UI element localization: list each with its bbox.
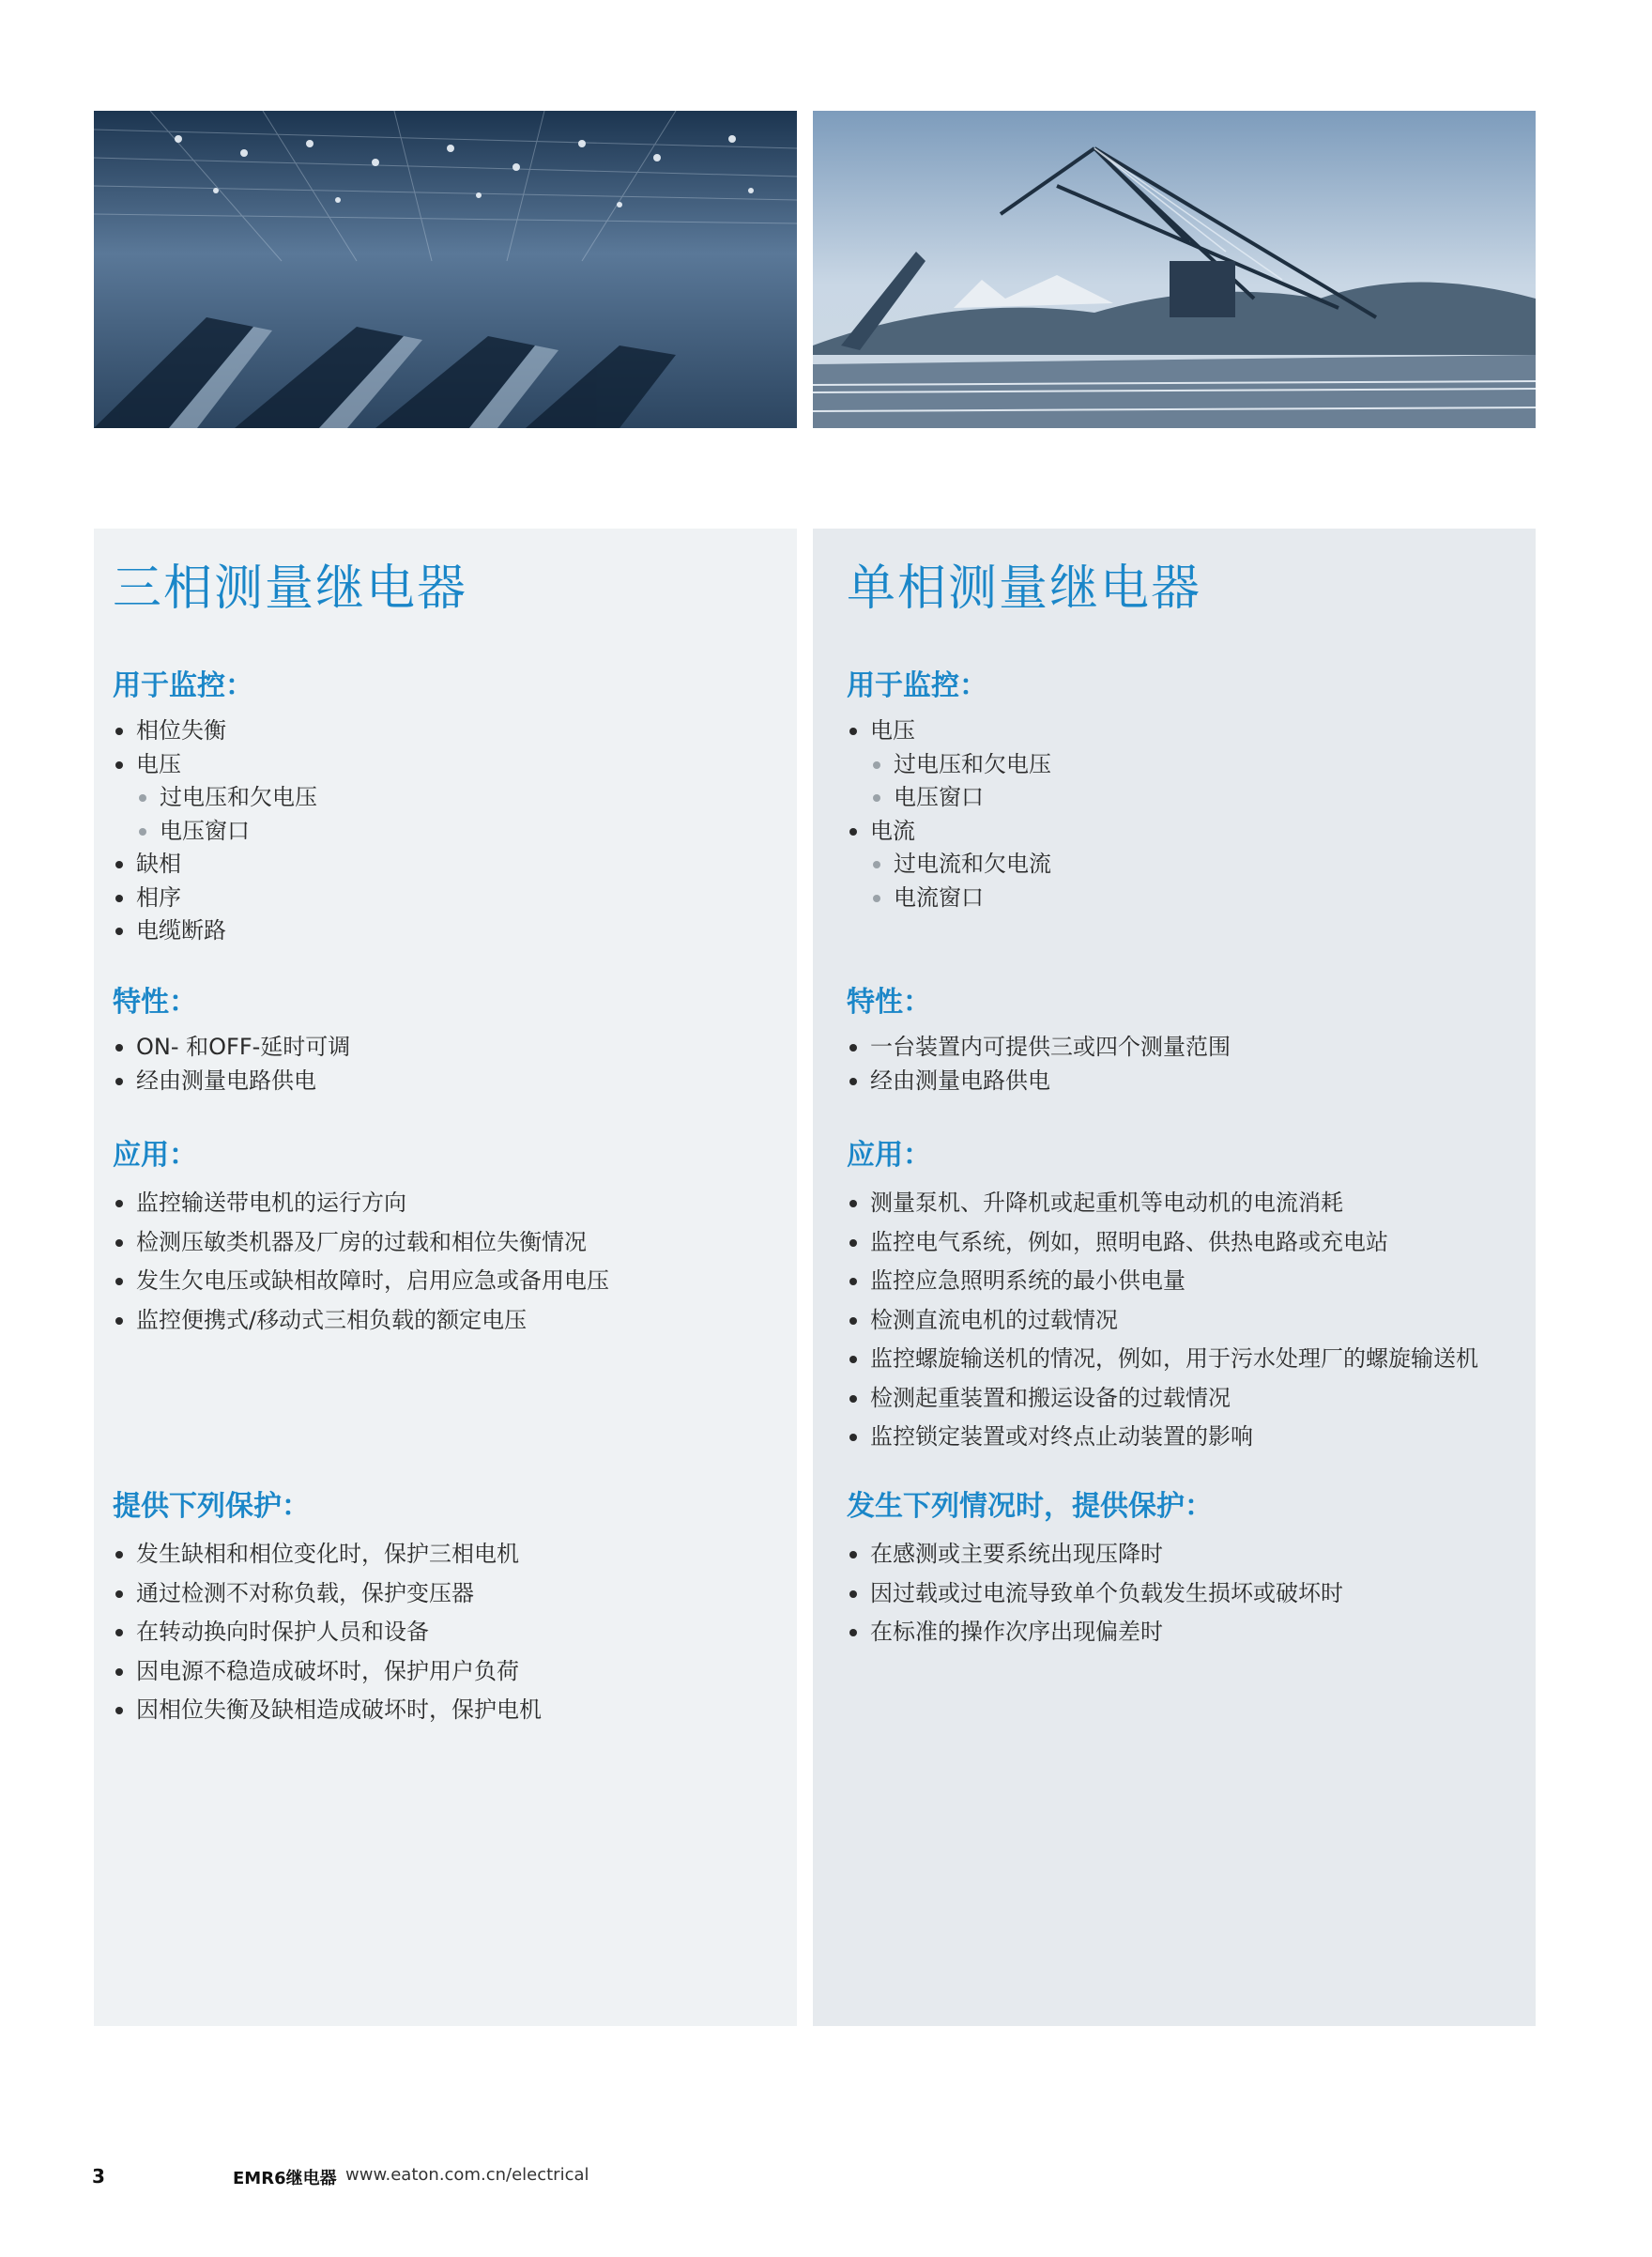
monitoring-heading: 用于监控： (847, 669, 987, 702)
list-item: 经由测量电路供电 (113, 1065, 797, 1098)
list-item: 经由测量电路供电 (847, 1065, 1536, 1098)
list-item: 缺相 (113, 848, 797, 882)
applications-section (813, 1137, 1536, 1457)
list-item: 检测起重装置和搬运设备的过载情况 (847, 1379, 1536, 1419)
monitoring-list (113, 714, 797, 948)
list-item: 电流窗口 (847, 882, 1536, 915)
list-item: 在感测或主要系统出现压降时 (847, 1535, 1536, 1574)
panel-title: 三相测量继电器 (113, 560, 468, 617)
list-item: 监控应急照明系统的最小供电量 (847, 1262, 1536, 1301)
list-item: 在标准的操作次序出现偏差时 (847, 1613, 1536, 1652)
stacker-reclaimer-photo (813, 111, 1536, 428)
applications-section (94, 1137, 797, 1340)
list-item: 电压 (113, 748, 797, 782)
list-item: ON- 和OFF-延时可调 (113, 1031, 797, 1065)
list-item: 电压 (847, 714, 1536, 748)
list-item: 因电源不稳造成破坏时，保护用户负荷 (113, 1652, 797, 1692)
monitoring-heading: 用于监控： (113, 669, 253, 702)
protection-list (847, 1535, 1536, 1652)
list-item: 测量泵机、升降机或起重机等电动机的电流消耗 (847, 1184, 1536, 1223)
list-item: 过电流和欠电流 (847, 848, 1536, 882)
list-item: 因过载或过电流导致单个负载发生损坏或破坏时 (847, 1574, 1536, 1614)
protection-heading: 发生下列情况时，提供保护： (847, 1490, 1213, 1523)
features-list (113, 1031, 797, 1098)
list-item: 发生欠电压或缺相故障时，启用应急或备用电压 (113, 1262, 797, 1301)
list-item: 监控便携式/移动式三相负载的额定电压 (113, 1301, 797, 1341)
list-item: 监控输送带电机的运行方向 (113, 1184, 797, 1223)
list-item: 电流 (847, 815, 1536, 849)
features-section (94, 984, 797, 1098)
list-item: 监控电气系统，例如，照明电路、供热电路或充电站 (847, 1223, 1536, 1263)
list-item: 因相位失衡及缺相造成破坏时，保护电机 (113, 1691, 797, 1730)
panel-title: 单相测量继电器 (847, 560, 1202, 617)
list-item: 电压窗口 (847, 781, 1536, 815)
monitoring-section (813, 668, 1536, 914)
list-item: 在转动换向时保护人员和设备 (113, 1613, 797, 1652)
protection-list (113, 1535, 797, 1730)
list-item: 检测压敏类机器及厂房的过载和相位失衡情况 (113, 1223, 797, 1263)
list-item: 相位失衡 (113, 714, 797, 748)
applications-list (113, 1184, 797, 1340)
list-item: 电缆断路 (113, 914, 797, 948)
list-item: 监控螺旋输送机的情况，例如，用于污水处理厂的螺旋输送机 (847, 1340, 1536, 1379)
protection-heading: 提供下列保护： (113, 1490, 310, 1523)
three-phase-panel (94, 529, 797, 2026)
features-heading: 特性： (847, 986, 931, 1019)
list-item: 检测直流电机的过载情况 (847, 1301, 1536, 1341)
warehouse-conveyor-photo (94, 111, 797, 428)
applications-heading: 应用： (113, 1139, 197, 1172)
list-item: 发生缺相和相位变化时，保护三相电机 (113, 1535, 797, 1574)
applications-list (847, 1184, 1536, 1457)
list-item: 过电压和欠电压 (847, 748, 1536, 782)
single-phase-panel (813, 529, 1536, 2026)
monitoring-section (94, 668, 797, 948)
features-heading: 特性： (113, 986, 197, 1019)
page-number: 3 (92, 2165, 105, 2188)
list-item: 一台装置内可提供三或四个测量范围 (847, 1031, 1536, 1065)
list-item: 电压窗口 (113, 815, 797, 849)
applications-heading: 应用： (847, 1139, 931, 1172)
list-item: 相序 (113, 882, 797, 915)
footer-doc-title: EMR6继电器 (233, 2169, 337, 2188)
protection-section (813, 1488, 1536, 1652)
list-item: 过电压和欠电压 (113, 781, 797, 815)
protection-section (94, 1488, 797, 1730)
footer-url-link[interactable]: www.eaton.com.cn/electrical (345, 2165, 589, 2185)
list-item: 通过检测不对称负载，保护变压器 (113, 1574, 797, 1614)
features-list (847, 1031, 1536, 1098)
list-item: 监控锁定装置或对终点止动装置的影响 (847, 1418, 1536, 1457)
features-section (813, 984, 1536, 1098)
monitoring-list (847, 714, 1536, 914)
